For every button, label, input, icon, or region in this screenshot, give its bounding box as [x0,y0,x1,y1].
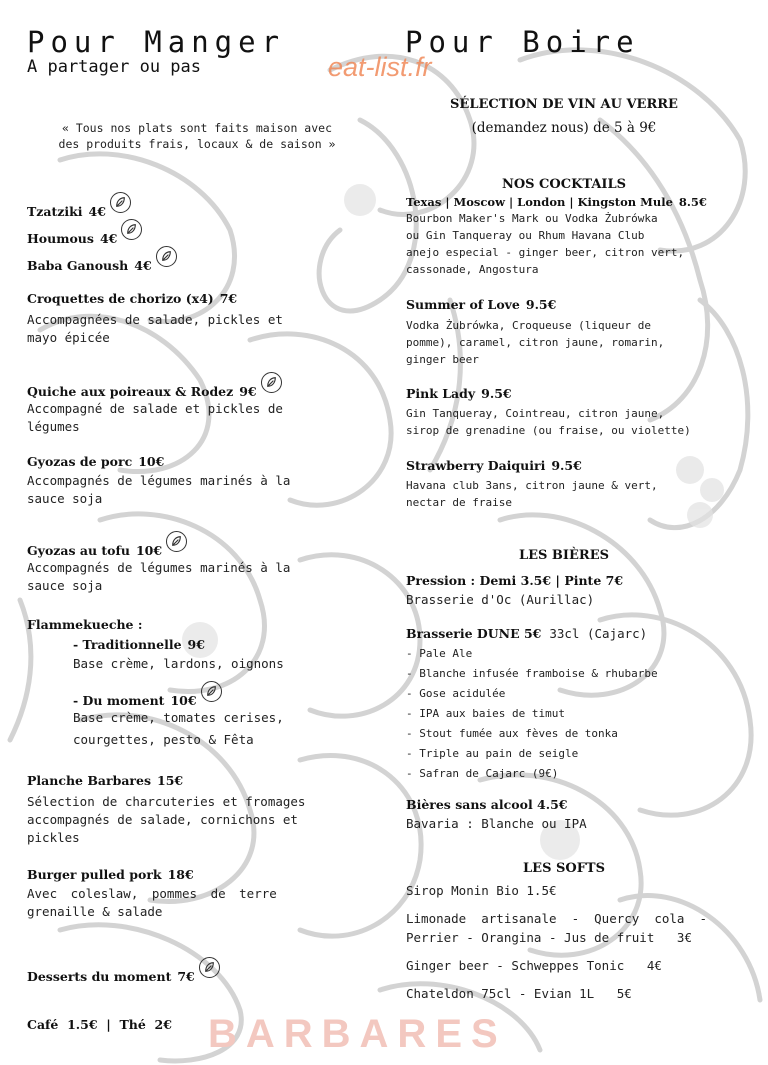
beer-dune [406,623,658,784]
item-price: 7€ [177,969,195,984]
cocktail-description-line: sirop de grenadine (ou fraise, ou violette) [406,424,691,437]
beer-variant: - Stout fumée aux fèves de tonka [406,727,618,740]
vegetarian-leaf-icon [201,681,222,702]
item-price: 7€ [219,291,238,306]
cocktail-description-line: ou Gin Tanqueray ou Rhum Havana Club [406,229,645,242]
vegetarian-leaf-icon [261,372,282,393]
cocktail-description-line: anejo especial - ginger beer, citron vert, [406,246,685,259]
cocktail-description-line: Havana club 3ans, citron jaune & vert, [406,479,658,492]
item-price: 9€ [187,637,205,652]
item-description-line: Base crème, lardons, oignons [73,656,284,671]
item-description-line: légumes [27,419,80,434]
soft-item: Ginger beer - Schweppes Tonic 4€ [406,958,662,973]
vegetarian-leaf-icon [121,219,142,240]
cocktail-description-line: Gin Tanqueray, Cointreau, citron jaune, [406,407,665,420]
cocktail-price: 9.5€ [525,297,557,312]
right-title: Pour Boire [405,25,640,59]
item-name: - Traditionnelle [73,637,182,652]
quote-line-1: « Tous nos plats sont faits maison avec [61,121,333,135]
item-price: 15€ [157,773,184,788]
cocktail-description-line: nectar de fraise [406,496,512,509]
menu-item-burger [27,867,277,921]
cocktail-description-line: ginger beer [406,353,479,366]
beers-section-title: LES BIÈRES [518,548,610,563]
item-name: Desserts du moment [27,969,172,984]
menu-heading-flammekueche: Flammekueche : [27,617,143,632]
item-description-line: accompagnés de salade, cornichons et [27,812,298,827]
item-price: 4€ [99,231,118,246]
beer-variant: - Pale Ale [406,647,473,660]
cocktail-summer-of-love [406,297,664,368]
left-title: Pour Manger [27,25,286,59]
brand-logo: BARBARES [208,1012,507,1056]
item-price: 10€ [170,693,197,708]
item-description-line: pickles [27,830,80,845]
item-description-line: Avec coleslaw, pommes de terre [27,886,277,901]
item-name: - Du moment [73,693,165,708]
menu-item-croquettes [27,291,283,347]
item-name: Tzatziki [27,204,83,219]
beer-description: Brasserie d'Oc (Aurillac) [406,592,595,607]
softs-section-title: LES SOFTS [523,861,605,876]
item-description-line: Accompagnées de salade, pickles et [27,312,283,327]
menu-item-gyozas-tofu [27,537,290,595]
beer-variant: - Safran de Cajarc (9€) [406,767,559,780]
beer-sans-alcool [406,797,587,833]
cocktail-pink-lady [406,386,691,439]
item-description-line: Accompagnés de légumes marinés à la [27,473,291,488]
quote-line-2: des produits frais, locaux & de saison » [58,137,336,151]
menu-item-planche-barbares [27,773,305,847]
beer-pression [406,573,623,609]
item-description-line: sauce soja [27,491,103,506]
cocktail-price: 8.5€ [678,195,707,209]
cocktail-name: Texas | Moscow | London | Kingston Mule [406,195,673,209]
menu-item-flammekueche-moment [73,687,284,749]
menu-item-flammekueche-traditionnelle [73,637,284,673]
item-name: Burger pulled pork [27,867,162,882]
cocktail-name: Pink Lady [406,386,476,401]
vegetarian-leaf-icon [199,957,220,978]
beer-volume: 33cl (Cajarc) [549,626,648,641]
cocktail-description-line: pomme), caramel, citron jaune, romarin, [406,336,665,349]
item-name: Houmous [27,231,94,246]
item-description-line: grenaille & salade [27,904,163,919]
soft-item: Limonade artisanale - Quercy cola - [406,911,708,926]
cocktail-description-line: Bourbon Maker's Mark ou Vodka Żubrówka [406,212,658,225]
cocktail-description-line: cassonade, Angostura [406,263,539,276]
cocktails-section-title: NOS COCKTAILS [501,177,627,192]
soft-item: Chateldon 75cl - Evian 1L 5€ [406,986,632,1001]
vegetarian-leaf-icon [166,531,187,552]
left-subtitle: A partager ou pas [27,57,201,77]
menu-item-desserts [27,963,220,985]
house-quote [27,120,367,152]
cocktail-price: 9.5€ [551,458,582,473]
item-description-line: mayo épicée [27,330,110,345]
cocktail-strawberry-daiquiri [406,458,658,511]
wine-note: (demandez nous) de 5 à 9€ [471,120,657,136]
menu-item-baba-ganoush [27,252,177,274]
beer-name: Pression : Demi 3.5€ | Pinte 7€ [406,573,624,588]
item-price: 4€ [134,258,152,273]
beer-variant: - Gose acidulée [406,687,506,700]
beer-variant: - IPA aux baies de timut [406,707,565,720]
menu-item-quiche [27,378,283,436]
beer-variant: - Triple au pain de seigle [406,747,579,760]
soft-item: Sirop Monin Bio 1.5€ [406,883,557,898]
item-price: 4€ [88,204,106,219]
item-name: Planche Barbares [27,773,152,788]
vegetarian-leaf-icon [110,192,131,213]
cocktail-description-line: Vodka Żubrówka, Croqueuse (liqueur de [406,319,652,332]
cocktail-price: 9.5€ [481,386,512,401]
item-name: Gyozas au tofu [27,543,130,558]
menu-item-houmous [27,225,142,247]
beer-variant: - Blanche infusée framboise & rhubarbe [406,667,658,680]
item-description-line: Base crème, tomates cerises, [73,710,284,725]
vegetarian-leaf-icon [156,246,177,267]
item-name: Baba Ganoush [27,258,129,273]
item-price: 18€ [167,867,194,882]
menu-item-tzatziki [27,198,131,220]
cocktail-mule [406,194,707,278]
beer-name: Brasserie DUNE 5€ [406,626,542,641]
soft-item: Perrier - Orangina - Jus de fruit 3€ [406,930,692,945]
item-price: 9€ [239,384,257,399]
item-name: Gyozas de porc [27,454,133,469]
item-description-line: Accompagnés de légumes marinés à la [27,560,291,575]
item-description-line: Sélection de charcuteries et fromages [27,794,306,809]
menu-item-gyozas-porc [27,454,290,508]
item-name: Quiche aux poireaux & Rodez [27,384,234,399]
cocktail-name: Summer of Love [406,297,520,312]
item-description-line: sauce soja [27,578,103,593]
beer-description: Bavaria : Blanche ou IPA [406,816,587,831]
item-price: 10€ [135,543,163,558]
item-description-line: courgettes, pesto & Fêta [73,732,254,747]
watermark: eat-list.fr [328,52,432,82]
beer-name: Bières sans alcool 4.5€ [406,797,568,812]
item-description-line: Accompagné de salade et pickles de [27,401,283,416]
item-price: 10€ [138,454,165,469]
item-name: Croquettes de chorizo (x4) [27,291,214,306]
menu-item-cafe-the: Café 1.5€ | Thé 2€ [27,1017,172,1032]
wine-section-title: SÉLECTION DE VIN AU VERRE [450,97,678,112]
cocktail-name: Strawberry Daiquiri [406,458,546,473]
